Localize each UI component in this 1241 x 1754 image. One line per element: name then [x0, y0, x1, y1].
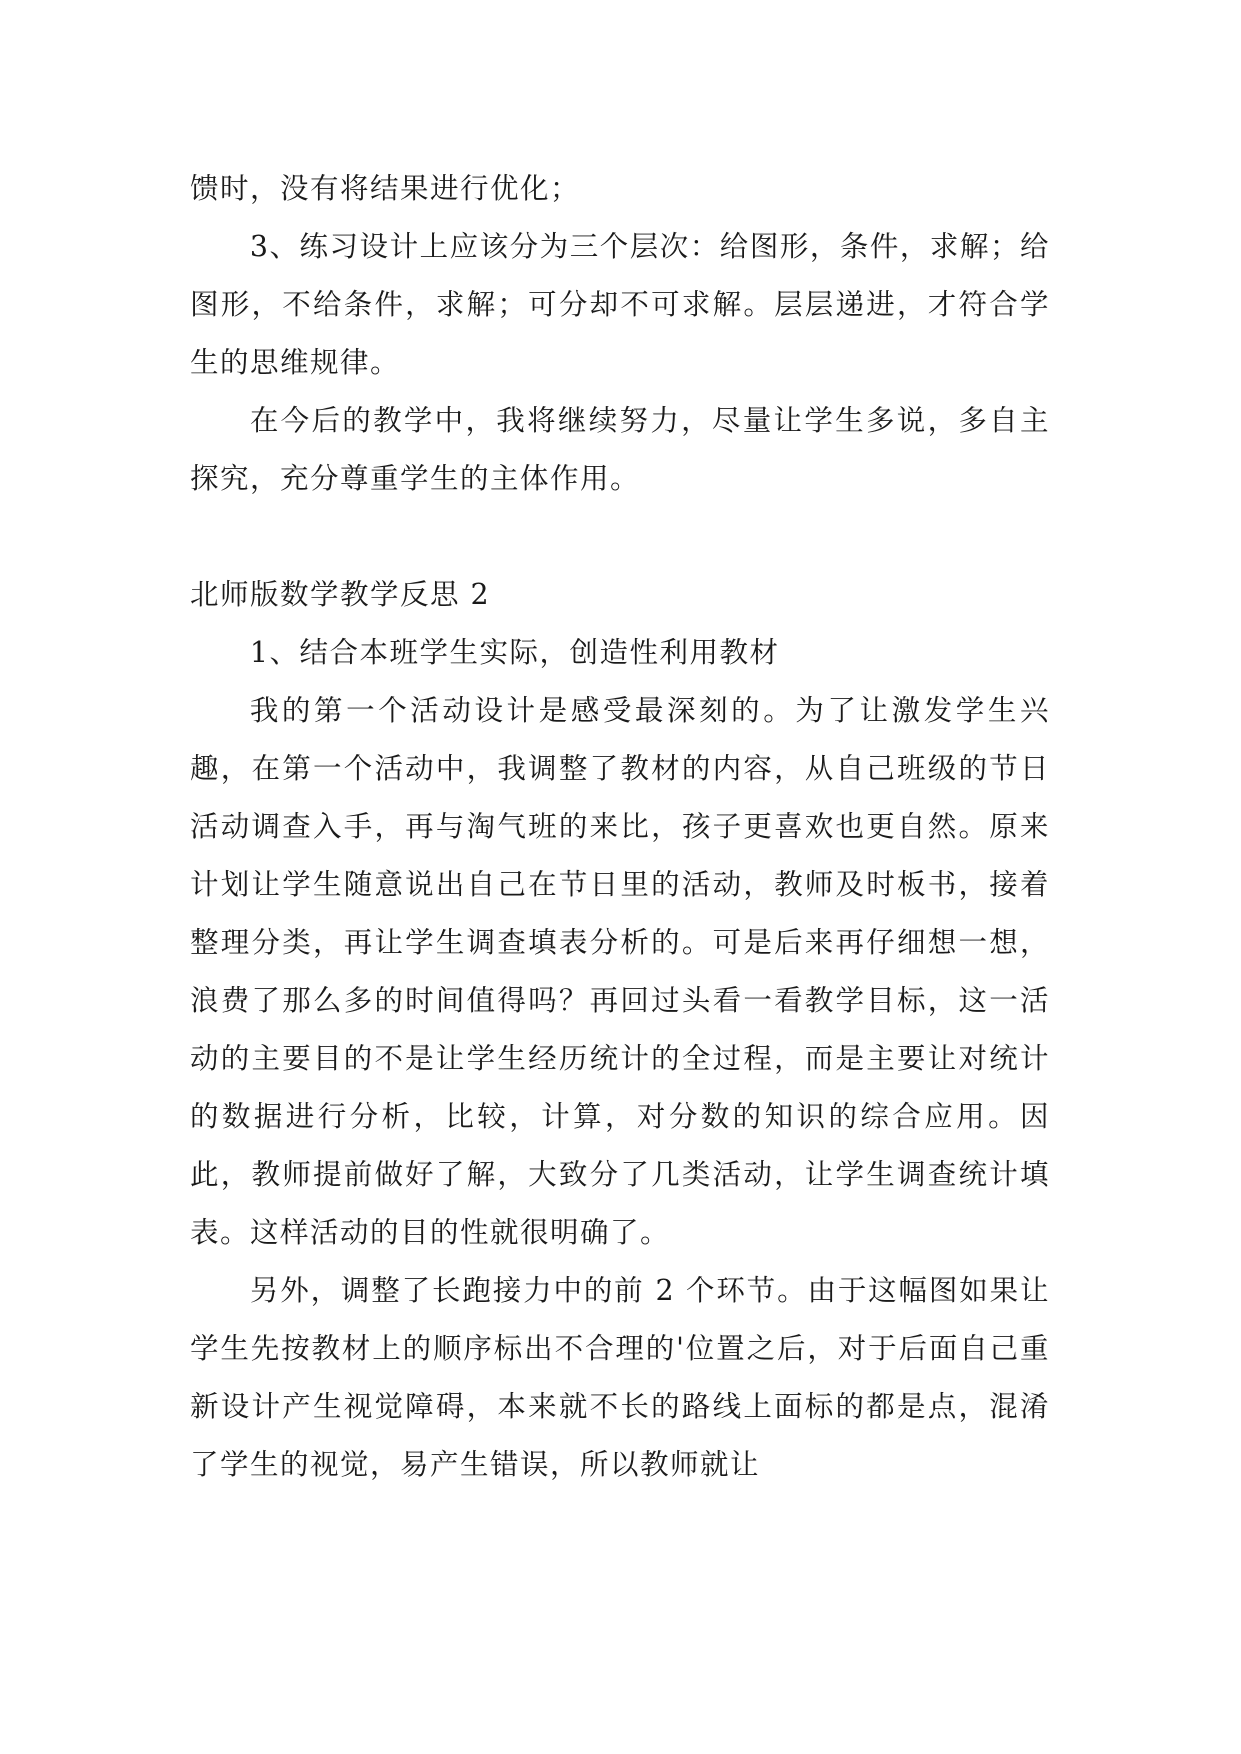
section-title: 北师版数学教学反思 2 [190, 578, 491, 611]
paragraph-continuation: 馈时，没有将结果进行优化； [190, 172, 581, 205]
paragraph-activity-design: 我的第一个活动设计是感受最深刻的。为了让激发学生兴趣，在第一个活动中，我调整了教材的内容，从自己班级的节日活动调查入手，再与淘气班的来比，孩子更喜欢也更自然。原来计划让学生随意说出自己在节日里的活动，教师及时板书，接着整理分类，再让学生调查填表分析的。可是后来再仔细想一想，浪费了那么多的时间值得吗？再回过头看一看教学目标，这一活动的主要目的不是让学生经历统计的全过程，而是主要让对统计的数据进行分析，比较，计算，对分数的知识的综合应用。因此，教师提前做好了解，大致分了几类活动，让学生调查统计填表。这样活动的目的性就很明确了。 [190, 694, 1050, 1249]
section-spacer [190, 508, 1050, 566]
paragraph-future-teaching: 在今后的教学中，我将继续努力，尽量让学生多说，多自主探究，充分尊重学生的主体作用。 [190, 404, 1050, 495]
paragraph-relay-adjustment: 另外，调整了长跑接力中的前 2 个环节。由于这幅图如果让学生先按教材上的顺序标出不合理的'位置之后，对于后面自己重新设计产生视觉障碍，本来就不长的路线上面标的都是点，混淆了学生的视觉，易产生错误，所以教师就让 [190, 1274, 1050, 1481]
paragraph-subheading-1: 1、结合本班学生实际，创造性利用教材 [249, 636, 780, 669]
paragraph-exercise-levels: 3、练习设计上应该分为三个层次：给图形，条件，求解；给图形，不给条件，求解；可分却不可求解。层层递进，才符合学生的思维规律。 [190, 230, 1050, 379]
document-body [190, 160, 1050, 1494]
